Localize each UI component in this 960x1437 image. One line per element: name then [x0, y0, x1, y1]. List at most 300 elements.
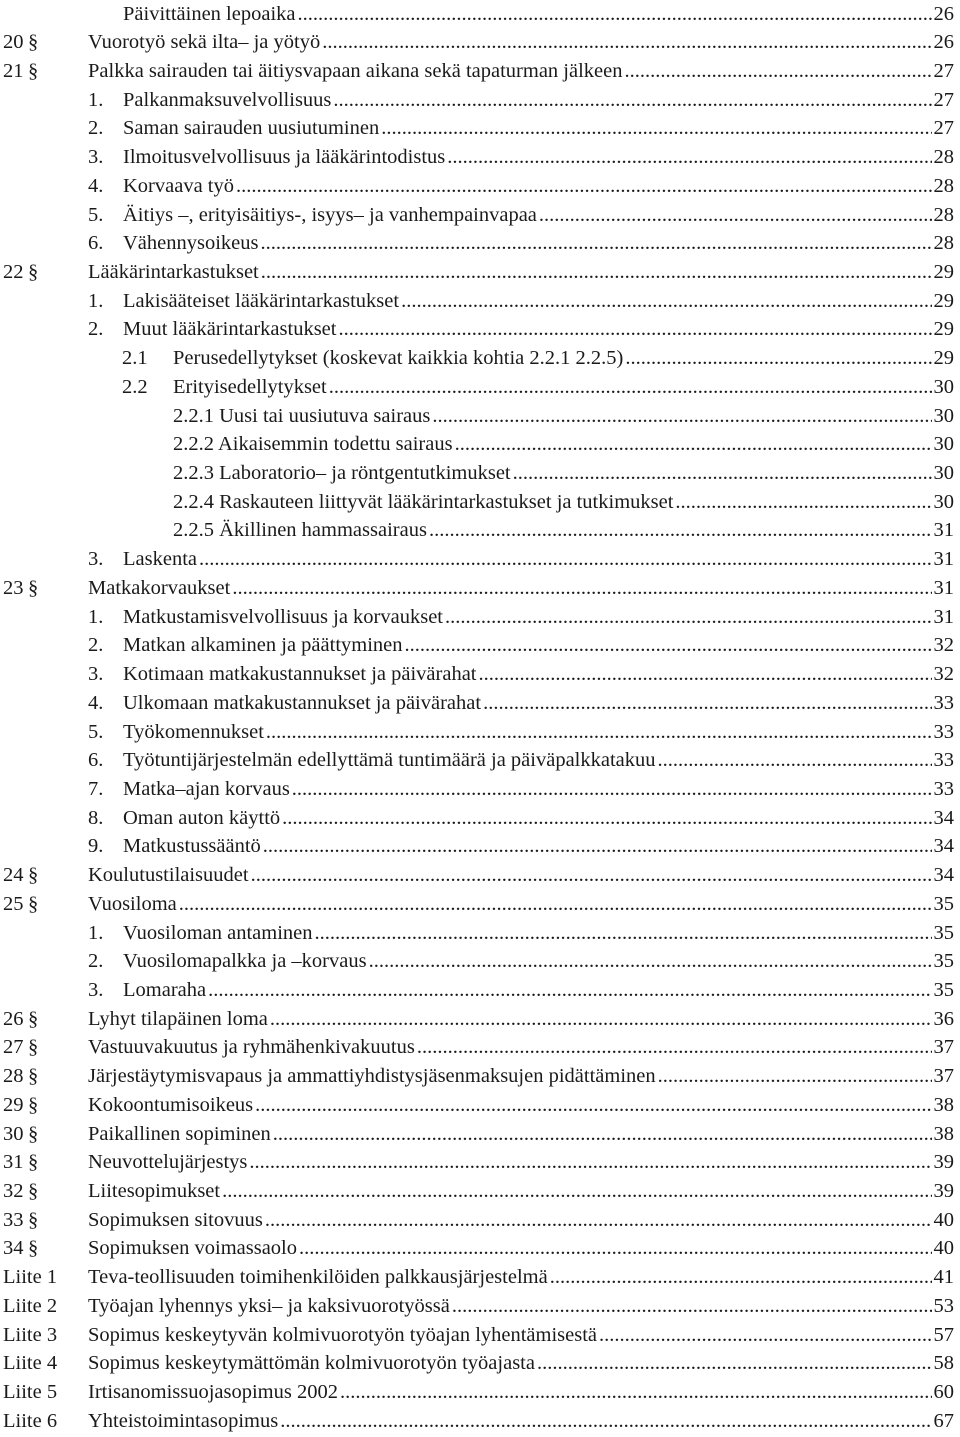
dot-leader	[369, 947, 932, 976]
page-number: 37	[933, 1036, 954, 1059]
toc-entry-line	[88, 1349, 954, 1378]
dot-leader	[432, 402, 931, 431]
item-number: 1.	[88, 605, 104, 628]
entry-title: Työajan lyhennys yksi– ja kaksivuorotyössä	[88, 1294, 450, 1317]
page-number: 26	[933, 31, 954, 54]
page-number: 39	[933, 1180, 954, 1203]
page-number: 34	[933, 806, 954, 829]
toc-entry[interactable]	[0, 315, 960, 344]
section-sign: §	[28, 1151, 39, 1174]
entry-title: Sopimus keskeytymättömän kolmivuorotyön työajasta	[88, 1352, 535, 1375]
toc-entry-line	[173, 488, 954, 517]
entry-title: Palkka sairauden tai äitiysvapaan aikana sekä tapaturman jälkeen	[88, 59, 623, 82]
toc-entry-line	[88, 143, 954, 172]
toc-entry-line	[88, 947, 954, 976]
entry-title: Neuvottelujärjestys	[88, 1151, 248, 1174]
page-number: 41	[933, 1266, 954, 1289]
dot-leader	[322, 28, 931, 57]
toc-entry-line	[88, 1378, 954, 1407]
toc-entry-line	[88, 1292, 954, 1321]
toc-entry[interactable]	[0, 373, 960, 402]
toc-entry[interactable]	[0, 1005, 960, 1034]
dot-leader	[315, 919, 932, 948]
toc-entry-line	[88, 919, 954, 948]
toc-entry-line	[88, 0, 954, 28]
dot-leader	[282, 804, 931, 833]
entry-title: 2.2.3 Laboratorio– ja röntgentutkimukset	[173, 462, 511, 485]
entry-title: Sopimuksen sitovuus	[88, 1208, 263, 1231]
toc-entry[interactable]	[0, 603, 960, 632]
section-number: Liite 5	[3, 1381, 58, 1404]
page-number: 26	[933, 2, 954, 25]
entry-title: Palkanmaksuvelvollisuus	[123, 88, 332, 111]
toc-entry-line	[88, 890, 954, 919]
page-number: 31	[933, 605, 954, 628]
entry-title: Matkustussääntö	[123, 835, 261, 858]
entry-title: Päivittäinen lepoaika	[123, 2, 296, 25]
section-sign: §	[28, 59, 39, 82]
toc-entry[interactable]	[0, 287, 960, 316]
entry-title: Korvaava työ	[123, 174, 234, 197]
dot-leader	[249, 1148, 931, 1177]
page-number: 36	[933, 1007, 954, 1030]
item-number: 8.	[88, 806, 104, 829]
toc-entry-line	[88, 574, 954, 603]
toc-entry-line	[88, 172, 954, 201]
toc-entry-line	[88, 718, 954, 747]
dot-leader	[417, 1033, 932, 1062]
toc-entry[interactable]	[0, 718, 960, 747]
dot-leader	[292, 775, 932, 804]
entry-title: 2.2.1 Uusi tai uusiutuva sairaus	[173, 404, 431, 427]
item-number: 3.	[88, 146, 104, 169]
toc-entry[interactable]	[0, 143, 960, 172]
toc-entry[interactable]	[0, 545, 960, 574]
section-number: 34	[3, 1237, 24, 1260]
item-number: 4.	[88, 174, 104, 197]
item-number: 4.	[88, 691, 104, 714]
dot-leader	[266, 718, 932, 747]
entry-title: Lyhyt tilapäinen loma	[88, 1007, 268, 1030]
section-number: 24	[3, 864, 24, 887]
dot-leader	[280, 1407, 931, 1436]
toc-entry-line	[88, 28, 954, 57]
toc-entry[interactable]	[0, 804, 960, 833]
item-number: 6.	[88, 749, 104, 772]
entry-title: 2.2.2 Aikaisemmin todettu sairaus	[173, 433, 453, 456]
item-number: 2.	[88, 318, 104, 341]
page-number: 29	[933, 289, 954, 312]
dot-leader	[208, 976, 931, 1005]
page-number: 28	[933, 146, 954, 169]
entry-title: Yhteistoimintasopimus	[88, 1409, 279, 1432]
dot-leader	[333, 86, 931, 115]
entry-title: Vuosiloma	[88, 892, 177, 915]
page-number: 35	[933, 978, 954, 1001]
item-number: 2.	[88, 950, 104, 973]
toc-entry[interactable]	[0, 1177, 960, 1206]
entry-title: 2.2.5 Äkillinen hammassairaus	[173, 519, 427, 542]
toc-entry-line	[88, 976, 954, 1005]
toc-entry[interactable]	[0, 459, 960, 488]
toc-entry-line	[88, 1177, 954, 1206]
entry-title: Vuorotyö sekä ilta– ja yötyö	[88, 31, 321, 54]
toc-entry-line	[88, 1120, 954, 1149]
toc-entry[interactable]	[0, 660, 960, 689]
section-sign: §	[28, 1122, 39, 1145]
page-number: 28	[933, 203, 954, 226]
item-number: 2.1	[122, 347, 148, 370]
section-sign: §	[28, 1208, 39, 1231]
section-number: 29	[3, 1093, 24, 1116]
dot-leader	[624, 57, 931, 86]
entry-title: Vastuuvakuutus ja ryhmähenkivakuutus	[88, 1036, 415, 1059]
page-number: 34	[933, 864, 954, 887]
page-number: 27	[933, 59, 954, 82]
toc-entry[interactable]	[0, 1234, 960, 1263]
page-number: 29	[933, 260, 954, 283]
section-number: 22	[3, 260, 24, 283]
dot-leader	[445, 603, 932, 632]
page-number: 53	[933, 1294, 954, 1317]
section-sign: §	[28, 1036, 39, 1059]
toc-entry-line	[88, 1062, 954, 1091]
page-number: 33	[933, 691, 954, 714]
dot-leader	[537, 1349, 932, 1378]
page-number: 33	[933, 749, 954, 772]
toc-entry[interactable]	[0, 344, 960, 373]
toc-entry[interactable]	[0, 1062, 960, 1091]
page-number: 31	[933, 576, 954, 599]
page-number: 37	[933, 1065, 954, 1088]
toc-entry[interactable]	[0, 114, 960, 143]
entry-title: Matkakorvaukset	[88, 576, 231, 599]
dot-leader	[340, 1378, 932, 1407]
dot-leader	[658, 746, 932, 775]
entry-title: Oman auton käyttö	[123, 806, 281, 829]
toc-entry[interactable]	[0, 57, 960, 86]
toc-entry[interactable]	[0, 689, 960, 718]
dot-leader	[338, 315, 931, 344]
entry-title: Irtisanomissuojasopimus 2002	[88, 1381, 338, 1404]
section-number: Liite 1	[3, 1266, 58, 1289]
toc-entry-line	[88, 1234, 954, 1263]
toc-entry-line	[88, 1148, 954, 1177]
page-number: 30	[933, 462, 954, 485]
dot-leader	[675, 488, 931, 517]
toc-entry-line	[88, 1321, 954, 1350]
toc-entry-line	[88, 660, 954, 689]
toc-entry-line	[173, 402, 954, 431]
toc-entry-line	[88, 229, 954, 258]
dot-leader	[401, 287, 931, 316]
page-number: 40	[933, 1237, 954, 1260]
dot-leader	[255, 1091, 931, 1120]
toc-entry[interactable]	[0, 631, 960, 660]
entry-title: Kokoontumisoikeus	[88, 1093, 254, 1116]
toc-entry[interactable]	[0, 1292, 960, 1321]
section-number: 21	[3, 59, 24, 82]
section-sign: §	[28, 1007, 39, 1030]
dot-leader	[261, 258, 932, 287]
section-number: 28	[3, 1065, 24, 1088]
item-number: 3.	[88, 663, 104, 686]
section-number: Liite 2	[3, 1294, 58, 1317]
dot-leader	[251, 861, 932, 890]
toc-entry[interactable]	[0, 229, 960, 258]
page-number: 31	[933, 548, 954, 571]
entry-title: Järjestäytymisvapaus ja ammattiyhdistysjäsenmaksujen pidättäminen	[88, 1065, 656, 1088]
entry-title: Vuosiloman antaminen	[123, 921, 313, 944]
toc-entry[interactable]	[0, 1378, 960, 1407]
toc-entry-line	[122, 373, 954, 402]
toc-entry[interactable]	[0, 1321, 960, 1350]
toc-entry-line	[88, 258, 954, 287]
dot-leader	[625, 344, 931, 373]
entry-title: Ulkomaan matkakustannukset ja päivärahat	[123, 691, 482, 714]
dot-leader	[199, 545, 932, 574]
toc-entry[interactable]	[0, 574, 960, 603]
page-number: 35	[933, 950, 954, 973]
entry-title: Teva-teollisuuden toimihenkilöiden palkkausjärjestelmä	[88, 1266, 548, 1289]
section-number: 25	[3, 892, 24, 915]
section-sign: §	[28, 892, 39, 915]
toc-entry[interactable]	[0, 861, 960, 890]
entry-title: Lääkärintarkastukset	[88, 260, 259, 283]
toc-entry-line	[88, 603, 954, 632]
page-number: 30	[933, 433, 954, 456]
toc-entry[interactable]	[0, 1206, 960, 1235]
section-number: 23	[3, 576, 24, 599]
toc-entry[interactable]	[0, 1120, 960, 1149]
dot-leader	[479, 660, 932, 689]
dot-leader	[179, 890, 932, 919]
toc-entry[interactable]	[0, 890, 960, 919]
toc-entry-line	[88, 86, 954, 115]
entry-title: Paikallinen sopiminen	[88, 1122, 271, 1145]
section-number: 27	[3, 1036, 24, 1059]
page-number: 40	[933, 1208, 954, 1231]
entry-title: Vuosilomapalkka ja –korvaus	[123, 950, 367, 973]
section-number: Liite 4	[3, 1352, 58, 1375]
dot-leader	[447, 143, 931, 172]
page-number: 34	[933, 835, 954, 858]
page-number: 30	[933, 375, 954, 398]
section-sign: §	[28, 1180, 39, 1203]
toc-entry[interactable]	[0, 0, 960, 28]
entry-title: Matka–ajan korvaus	[123, 777, 290, 800]
toc-entry[interactable]	[0, 1349, 960, 1378]
entry-title: Lomaraha	[123, 978, 207, 1001]
dot-leader	[232, 574, 931, 603]
toc-entry[interactable]	[0, 258, 960, 287]
item-number: 3.	[88, 978, 104, 1001]
toc-entry-line	[88, 201, 954, 230]
toc-entry-line	[88, 1005, 954, 1034]
page-number: 38	[933, 1093, 954, 1116]
dot-leader	[599, 1321, 931, 1350]
section-number: 32	[3, 1180, 24, 1203]
toc-entry[interactable]	[0, 746, 960, 775]
toc-entry[interactable]	[0, 201, 960, 230]
item-number: 2.2	[122, 375, 148, 398]
item-number: 6.	[88, 232, 104, 255]
dot-leader	[405, 631, 932, 660]
toc-entry-line	[88, 1091, 954, 1120]
entry-title: Äitiys –, erityisäitiys-, isyys– ja vanhempainvapaa	[123, 203, 537, 226]
dot-leader	[329, 373, 932, 402]
page-number: 30	[933, 490, 954, 513]
toc-entry-line	[88, 689, 954, 718]
section-sign: §	[28, 1093, 39, 1116]
page-number: 58	[933, 1352, 954, 1375]
dot-leader	[270, 1005, 932, 1034]
entry-title: Vähennysoikeus	[123, 232, 259, 255]
dot-leader	[550, 1263, 932, 1292]
dot-leader	[222, 1177, 931, 1206]
page-number: 33	[933, 777, 954, 800]
toc-entry[interactable]	[0, 1148, 960, 1177]
page-number: 60	[933, 1381, 954, 1404]
item-number: 2.	[88, 117, 104, 140]
dot-leader	[455, 430, 932, 459]
section-number: 33	[3, 1208, 24, 1231]
toc-entry[interactable]	[0, 172, 960, 201]
toc-entry[interactable]	[0, 1091, 960, 1120]
section-sign: §	[28, 864, 39, 887]
dot-leader	[261, 229, 932, 258]
toc-entry[interactable]	[0, 86, 960, 115]
page-number: 67	[933, 1409, 954, 1432]
toc-entry[interactable]	[0, 832, 960, 861]
toc-entry[interactable]	[0, 919, 960, 948]
toc-entry-line	[88, 57, 954, 86]
entry-title: Erityisedellytykset	[173, 375, 327, 398]
toc-entry-line	[88, 315, 954, 344]
dot-leader	[452, 1292, 932, 1321]
entry-title: Laskenta	[123, 548, 197, 571]
toc-entry-line	[88, 861, 954, 890]
entry-title: Kotimaan matkakustannukset ja päivärahat	[123, 663, 477, 686]
dot-leader	[381, 114, 931, 143]
toc-entry[interactable]	[0, 947, 960, 976]
entry-title: Matkan alkaminen ja päättyminen	[123, 634, 403, 657]
section-sign: §	[28, 576, 39, 599]
entry-title: Sopimus keskeytyvän kolmivuorotyön työajan lyhentämisestä	[88, 1323, 598, 1346]
page-number: 39	[933, 1151, 954, 1174]
page-number: 33	[933, 720, 954, 743]
toc-entry-line	[122, 344, 954, 373]
dot-leader	[539, 201, 932, 230]
toc-entry-line	[88, 631, 954, 660]
section-sign: §	[28, 1237, 39, 1260]
item-number: 1.	[88, 921, 104, 944]
entry-title: Matkustamisvelvollisuus ja korvaukset	[123, 605, 443, 628]
item-number: 3.	[88, 548, 104, 571]
toc-entry[interactable]	[0, 976, 960, 1005]
dot-leader	[299, 1234, 932, 1263]
item-number: 1.	[88, 289, 104, 312]
page-number: 57	[933, 1323, 954, 1346]
page-number: 28	[933, 174, 954, 197]
page-number: 32	[933, 663, 954, 686]
page-number: 35	[933, 921, 954, 944]
dot-leader	[263, 832, 932, 861]
dot-leader	[483, 689, 931, 718]
page-number: 27	[933, 88, 954, 111]
toc-entry-line	[173, 516, 954, 545]
section-sign: §	[28, 1065, 39, 1088]
toc-entry-line	[173, 430, 954, 459]
toc-entry-line	[88, 1206, 954, 1235]
entry-title: Perusedellytykset (koskevat kaikkia kohtia 2.2.1 2.2.5)	[173, 347, 624, 370]
entry-title: Työtuntijärjestelmän edellyttämä tuntimäärä ja päiväpalkkatakuu	[123, 749, 656, 772]
toc-entry[interactable]	[0, 1263, 960, 1292]
dot-leader	[265, 1206, 932, 1235]
toc-entry-line	[88, 287, 954, 316]
page-number: 31	[933, 519, 954, 542]
toc-entry[interactable]	[0, 516, 960, 545]
item-number: 1.	[88, 88, 104, 111]
toc-entry[interactable]	[0, 775, 960, 804]
page-number: 28	[933, 232, 954, 255]
entry-title: 2.2.4 Raskauteen liittyvät lääkärintarkastukset ja tutkimukset	[173, 490, 674, 513]
section-number: 31	[3, 1151, 24, 1174]
toc-entry[interactable]	[0, 488, 960, 517]
page-number: 38	[933, 1122, 954, 1145]
item-number: 5.	[88, 203, 104, 226]
item-number: 9.	[88, 835, 104, 858]
section-sign: §	[28, 260, 39, 283]
section-number: Liite 3	[3, 1323, 58, 1346]
toc-entry[interactable]	[0, 402, 960, 431]
entry-title: Muut lääkärintarkastukset	[123, 318, 337, 341]
entry-title: Liitesopimukset	[88, 1180, 221, 1203]
toc-entry[interactable]	[0, 28, 960, 57]
toc-entry-line	[88, 1263, 954, 1292]
toc-entry-line	[88, 545, 954, 574]
toc-entry[interactable]	[0, 430, 960, 459]
page-number: 29	[933, 347, 954, 370]
item-number: 5.	[88, 720, 104, 743]
toc-entry[interactable]	[0, 1407, 960, 1436]
page-number: 27	[933, 117, 954, 140]
section-number: 20	[3, 31, 24, 54]
page-number: 32	[933, 634, 954, 657]
toc-entry-line	[88, 775, 954, 804]
toc-entry-line	[88, 746, 954, 775]
dot-leader	[513, 459, 932, 488]
toc-entry-line	[88, 832, 954, 861]
section-number: 26	[3, 1007, 24, 1030]
entry-title: Työkomennukset	[123, 720, 264, 743]
section-number: Liite 6	[3, 1409, 58, 1432]
page-number: 29	[933, 318, 954, 341]
entry-title: Sopimuksen voimassaolo	[88, 1237, 297, 1260]
page-number: 30	[933, 404, 954, 427]
toc-entry-line	[88, 114, 954, 143]
item-number: 2.	[88, 634, 104, 657]
entry-title: Lakisääteiset lääkärintarkastukset	[123, 289, 400, 312]
dot-leader	[298, 0, 932, 28]
section-number: 30	[3, 1122, 24, 1145]
entry-title: Koulutustilaisuudet	[88, 864, 249, 887]
page-number: 35	[933, 892, 954, 915]
dot-leader	[429, 516, 932, 545]
dot-leader	[273, 1120, 932, 1149]
toc-entry[interactable]	[0, 1033, 960, 1062]
dot-leader	[236, 172, 932, 201]
